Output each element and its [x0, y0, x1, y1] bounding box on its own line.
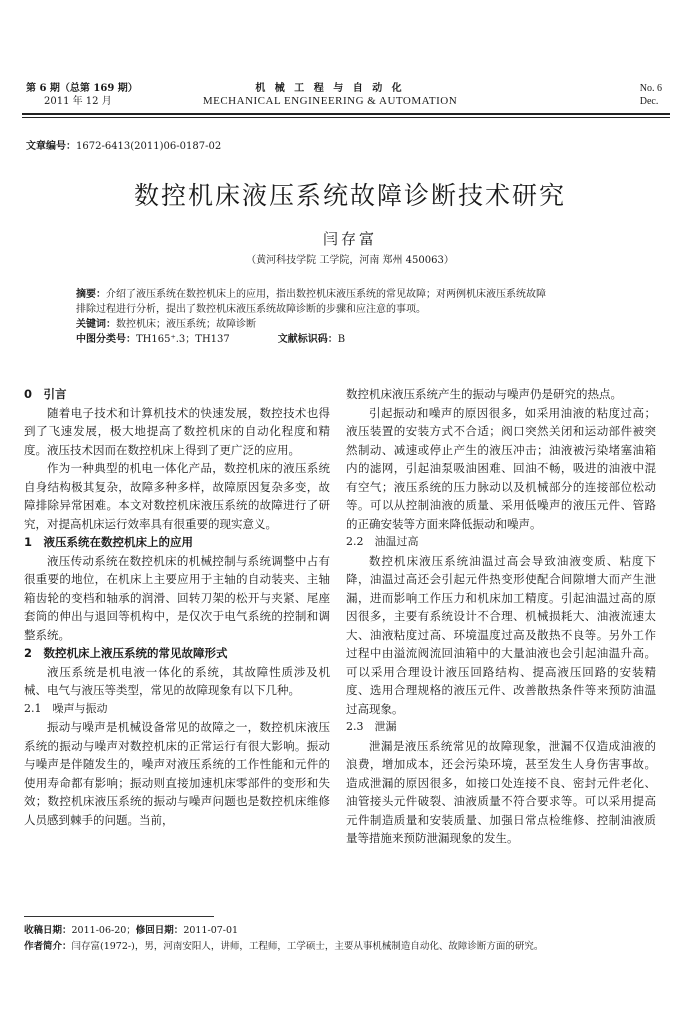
article-id-value: 1672-6413(2011)06-0187-02 [76, 141, 222, 152]
section-2-1-para-2: 引起振动和噪声的原因很多，如采用油液的粘度过高；液压装置的安装方式不合适；阀口突然关闭和运动部件被突然制动、减速或停止产生的液压冲击；油液被污染堵塞油箱内的滤网，引起油泵吸油困难、回油不畅，吸进的油液中混有空气；液压系统的压力脉动以及机械部分的连接部位松动等。可以从控制油液的质量、采用低噪声的液压元件、管路的正确安装等方面来降低振动和噪声。 [346, 405, 656, 531]
section-2-2-heading: 2.2 油温过高 [346, 535, 419, 548]
section-2-3-heading: 2.3 泄漏 [346, 720, 397, 733]
section-0-para-2: 作为一种典型的机电一体化产品，数控机床的液压系统自身结构极其复杂，故障多种多样，故障原因复杂多变，故障排除异常困难。本文对数控机床液压系统的故障进行了研究，对提高机床运行效率具有很重要的现实意义。 [24, 461, 330, 531]
doc-code: B [337, 334, 346, 345]
footnote-bio [24, 940, 674, 953]
header-issue [26, 82, 138, 108]
abstract-line1: 介绍了液压系统在数控机床上的应用，指出数控机床液压系统的常见故障；对两例机床液压系统故障 [106, 289, 546, 300]
keywords: 数控机床；液压系统；故障诊断 [116, 319, 256, 330]
author-name: 闫存富 [322, 230, 377, 248]
header-rule-thick [22, 113, 670, 115]
section-0-para-1: 随着电子技术和计算机技术的快速发展，数控技术也得到了飞速发展，极大地提高了数控机床的自动化程度和精度。液压技术因而在数控机床上得到了更广泛的应用。 [24, 405, 330, 457]
footnote-dates [24, 924, 674, 937]
keywords-label: 关键词： [76, 319, 116, 330]
article-id-label: 文章编号： [26, 141, 76, 152]
section-2-1-para-cont: 数控机床液压系统产生的振动与噪声仍是研究的热点。 [346, 387, 622, 401]
header-journal [180, 82, 480, 108]
section-2-3-para: 泄漏是液压系统常见的故障现象，泄漏不仅造成油液的浪费，增加成本，还会污染环境，甚至发生人身伤害事故。造成泄漏的原因很多，如接口处连接不良、密封元件老化、油管接头元件破裂、油液质量不符合要求等。可以采用提高元件制造质量和安装质量、加强日常点检维修、控制油液质量等措施来预防泄漏现象的发生。 [346, 738, 656, 845]
received-date: 2011-06-20； [71, 925, 136, 936]
month-en: Dec. [639, 96, 659, 107]
section-2-heading: 2 数控机床上液压系统的常见故障形式 [24, 646, 228, 660]
section-2-1-heading: 2.1 噪声与振动 [24, 701, 108, 715]
section-1-heading: 1 液压系统在数控机床上的应用 [24, 535, 193, 549]
paper-title: 数控机床液压系统故障诊断技术研究 [133, 181, 566, 210]
issue-en: No. 6 [639, 83, 662, 94]
revised-label: 修回日期： [135, 925, 184, 936]
journal-en: MECHANICAL ENGINEERING & AUTOMATION [202, 95, 458, 107]
section-2-1-para: 振动与噪声是机械设备常见的故障之一，数控机床液压系统的振动与噪声对数控机床的正常运行有很大影响。振动与噪声是伴随发生的，噪声对液压系统的工作性能和元件的使用寿命都有影响；振动则直接加速机床零部件的变形和失效；数控机床液压系统的振动与噪声问题也是数控机床维修人员感到棘手的问题。当前， [24, 720, 330, 827]
issue-cn: 第 6 期（总第 169 期） [26, 83, 138, 94]
bio-text: 闫存富(1972-)，男，河南安阳人，讲师，工程师，工学硕士，主要从事机械制造自动化、故障诊断方面的研究。 [71, 941, 544, 952]
clc-label: 中图分类号： [76, 334, 136, 345]
body-left-column [24, 385, 330, 829]
abstract-line2: 排除过程进行分析，提出了数控机床液压系统故障诊断的步骤和应注意的事项。 [76, 304, 426, 315]
revised-date: 2011-07-01 [183, 925, 239, 936]
section-1-para: 液压传动系统在数控机床的机械控制与系统调整中占有很重要的地位，在机床上主要应用于主轴的自动装夹、主轴箱齿轮的变档和轴承的润滑、回转刀架的松开与夹紧、尾座套筒的伸出与退回等机构中，是仅次于电气系统的控制和调整系统。 [24, 553, 330, 642]
section-0-heading: 0 引言 [24, 387, 67, 401]
clc-value: TH165⁺.3；TH137 [136, 334, 230, 345]
article-id [26, 137, 221, 152]
body-right-column [346, 385, 656, 848]
received-label: 收稿日期： [24, 925, 72, 936]
abstract-label: 摘要： [76, 289, 106, 300]
doc-code-label: 文献标识码： [277, 334, 338, 345]
section-2-para: 液压系统是机电液一体化的系统，其故障性质涉及机械、电气与液压等类型，常见的故障现象有以下几种。 [24, 664, 330, 697]
footnote-rule [24, 916, 214, 917]
header-issue-en [640, 82, 662, 108]
affiliation: （黄河科技学院 工学院，河南 郑州 450063） [246, 255, 454, 266]
header-rule-thin [22, 117, 670, 118]
journal-cn: 机 械 工 程 与 自 动 化 [255, 83, 405, 94]
date-cn: 2011 年 12 月 [44, 96, 112, 107]
section-2-2-para: 数控机床液压系统油温过高会导致油液变质、粘度下降，油温过高还会引起元件热变形使配合间隙增大而产生泄漏，进而影响工作压力和机床加工精度。引起油温过高的原因很多，主要有系统设计不合理、机械损耗大、油液流速太大、油液粘度过高、环境温度过高及散热不良等。另外工作过程中由溢流阀流回油箱中的大量油液也会引起油温升高。可以采用合理设计液压回路结构、提高液压回路的安装精度、选用合理规格的液压元件、改善散热条件等来预防油温过高现象。 [346, 553, 656, 716]
bio-label: 作者简介： [24, 941, 72, 952]
abstract-block [76, 287, 632, 347]
